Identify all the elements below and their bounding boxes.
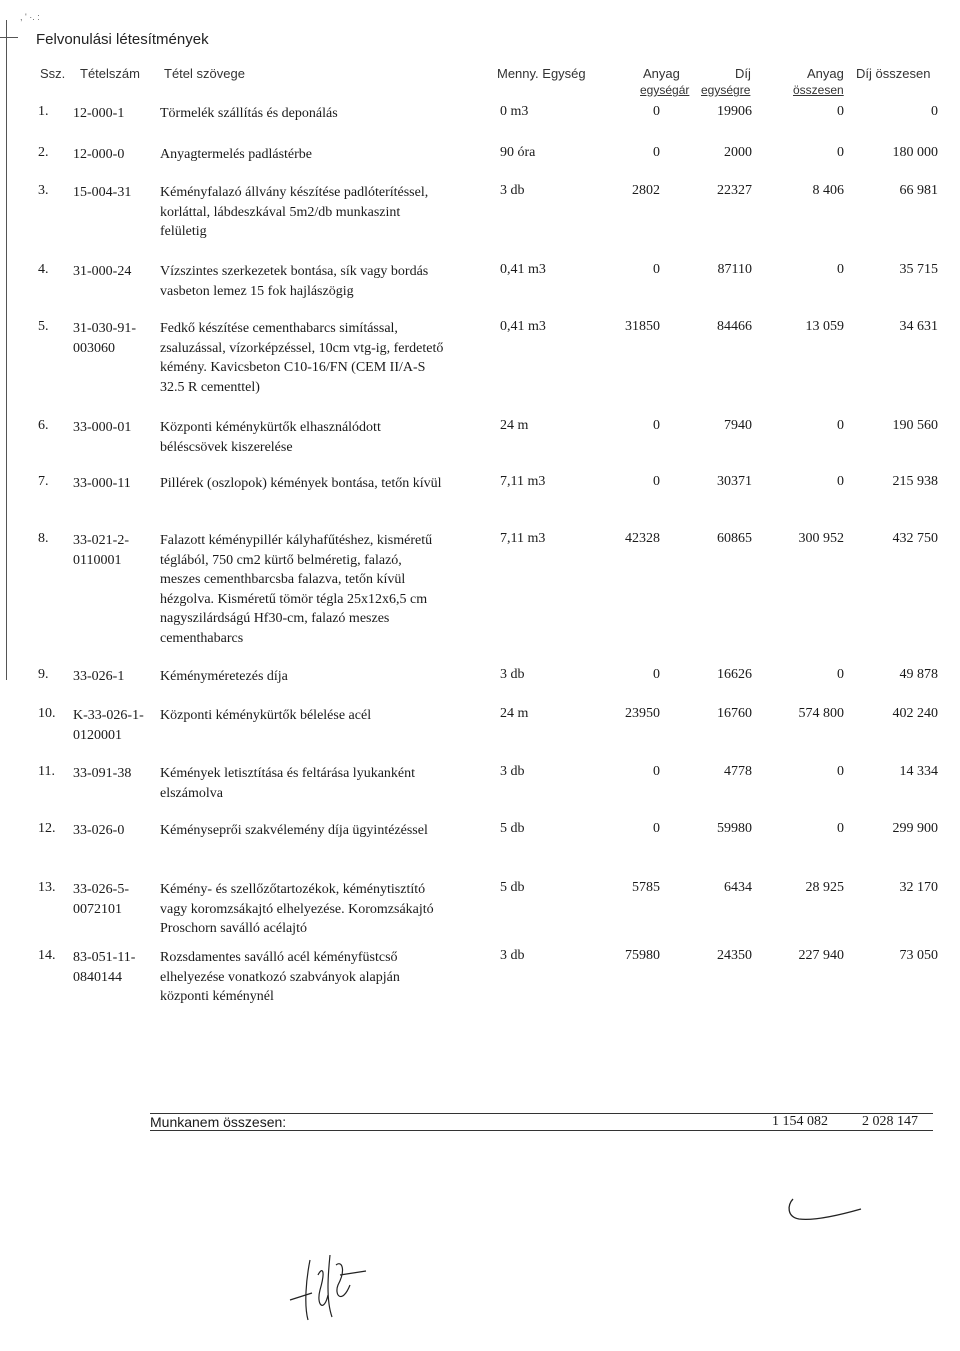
item-dij-egysegre: 87110 xyxy=(717,262,752,277)
item-quantity: 24 m xyxy=(500,706,529,721)
summary-dij-total: 2 028 147 xyxy=(862,1114,918,1129)
item-description-line: elszámolva xyxy=(160,785,223,801)
item-code-line: 33-000-11 xyxy=(73,476,131,491)
row-number: 3. xyxy=(38,183,49,198)
item-dij-egysegre: 4778 xyxy=(724,764,752,779)
item-dij-egysegre: 7940 xyxy=(724,418,752,433)
item-anyag-egysegar: 0 xyxy=(653,474,660,489)
header-tetelszam: Tételszám xyxy=(80,66,140,81)
item-anyag-osszesen: 0 xyxy=(837,262,844,277)
item-code-line: 003060 xyxy=(73,340,115,356)
item-description-line: vasbeton lemez 15 fok hajlászögig xyxy=(160,283,354,299)
item-anyag-osszesen: 0 xyxy=(837,764,844,779)
summary-anyag-total: 1 154 082 xyxy=(772,1114,828,1129)
item-dij-egysegre: 6434 xyxy=(724,880,752,895)
item-anyag-osszesen: 13 059 xyxy=(805,319,844,334)
item-dij-osszesen: 35 715 xyxy=(899,262,938,277)
item-description-line: Fedkő készítése cementhabarcs simítással, xyxy=(160,321,398,336)
item-code-line: 33-000-01 xyxy=(73,420,132,435)
item-code-line: 31-000-24 xyxy=(73,264,132,279)
row-number: 14. xyxy=(38,948,56,963)
item-anyag-egysegar: 0 xyxy=(653,418,660,433)
item-dij-egysegre: 22327 xyxy=(717,183,752,198)
item-description xyxy=(160,764,415,803)
item-description xyxy=(160,880,434,939)
item-anyag-osszesen: 0 xyxy=(837,667,844,682)
item-code xyxy=(73,531,129,570)
item-quantity: 3 db xyxy=(500,764,525,779)
item-code-line: 33-026-5- xyxy=(73,882,129,897)
item-anyag-egysegar: 31850 xyxy=(625,319,660,334)
item-anyag-egysegar: 0 xyxy=(653,104,660,119)
item-quantity: 0,41 m3 xyxy=(500,319,546,334)
item-dij-egysegre: 24350 xyxy=(717,948,752,963)
header-dij: Díj xyxy=(735,66,751,81)
item-description-line: béléscsövek kiszerelése xyxy=(160,439,293,455)
item-code xyxy=(73,948,135,987)
item-code-line: 31-030-91- xyxy=(73,321,136,336)
item-code-line: 12-000-0 xyxy=(73,147,125,162)
item-code xyxy=(73,319,136,358)
item-dij-osszesen: 299 900 xyxy=(892,821,938,836)
item-anyag-egysegar: 2802 xyxy=(632,183,660,198)
item-anyag-egysegar: 5785 xyxy=(632,880,660,895)
item-description-line: vagy koromzsákajtó elhelyezése. Koromzsákajtó xyxy=(160,901,434,917)
item-description xyxy=(160,531,432,648)
item-anyag-osszesen: 0 xyxy=(837,145,844,160)
item-anyag-egysegar: 75980 xyxy=(625,948,660,963)
item-dij-egysegre: 60865 xyxy=(717,531,752,546)
row-number: 2. xyxy=(38,145,49,160)
item-description-line: korláttal, lábdeszkával 5m2/db munkaszint xyxy=(160,204,401,220)
header-anyag2-sub: összesen xyxy=(793,83,844,97)
item-dij-osszesen: 73 050 xyxy=(899,948,938,963)
item-description-line: Anyagtermelés padlástérbe xyxy=(160,147,312,162)
row-number: 7. xyxy=(38,474,49,489)
item-description-line: felületig xyxy=(160,224,207,239)
item-dij-egysegre: 19906 xyxy=(717,104,752,119)
item-code xyxy=(73,880,129,919)
item-code xyxy=(73,667,124,687)
margin-rule xyxy=(6,20,7,680)
item-description xyxy=(160,821,428,841)
item-dij-osszesen: 49 878 xyxy=(899,667,938,682)
item-code-line: 83-051-11- xyxy=(73,950,136,965)
signature xyxy=(280,1245,370,1325)
summary-label: Munkanem összesen: xyxy=(150,1114,287,1130)
item-quantity: 3 db xyxy=(500,948,525,963)
item-anyag-osszesen: 0 xyxy=(837,104,844,119)
header-dij-osszesen: Díj összesen xyxy=(856,66,931,81)
item-code-line: 33-021-2- xyxy=(73,533,129,548)
item-code-line: 15-004-31 xyxy=(73,185,132,200)
row-number: 10. xyxy=(38,706,56,721)
item-quantity: 3 db xyxy=(500,183,525,198)
item-anyag-egysegar: 23950 xyxy=(625,706,660,721)
item-description-line: hézgolva. Kisméretű tömör tégla 25x12x6,5 cm xyxy=(160,591,428,607)
item-quantity: 5 db xyxy=(500,880,525,895)
item-dij-osszesen: 180 000 xyxy=(892,145,938,160)
margin-rule-top xyxy=(0,37,18,38)
header-dij-sub: egységre xyxy=(701,83,751,97)
signature-mark xyxy=(785,1195,865,1225)
item-description-line: meszes cementhbarcsba falazva, tetőn kívül xyxy=(160,572,406,587)
item-description xyxy=(160,319,443,397)
header-ssz: Ssz. xyxy=(40,66,66,81)
item-code-line: 0072101 xyxy=(73,901,122,917)
item-dij-egysegre: 2000 xyxy=(724,145,752,160)
item-dij-osszesen: 432 750 xyxy=(892,531,938,546)
item-description-line: Kémények letisztítása és feltárása lyukanként xyxy=(160,766,416,781)
item-code xyxy=(73,706,144,745)
item-quantity: 5 db xyxy=(500,821,525,836)
item-quantity: 3 db xyxy=(500,667,525,682)
item-anyag-egysegar: 0 xyxy=(653,667,660,682)
header-anyag-sub: egységár xyxy=(640,83,690,97)
item-description xyxy=(160,262,428,301)
item-description xyxy=(160,418,381,457)
item-anyag-egysegar: 0 xyxy=(653,821,660,836)
item-dij-osszesen: 66 981 xyxy=(899,183,938,198)
item-anyag-osszesen: 28 925 xyxy=(805,880,844,895)
item-anyag-osszesen: 0 xyxy=(837,821,844,836)
item-code-line: 0120001 xyxy=(73,727,122,743)
row-number: 9. xyxy=(38,667,49,682)
item-anyag-osszesen: 0 xyxy=(837,474,844,489)
item-description-line: nagyszilárdságú Hf30-cm, falazó meszes xyxy=(160,611,390,626)
item-anyag-osszesen: 300 952 xyxy=(798,531,844,546)
item-anyag-egysegar: 0 xyxy=(653,764,660,779)
item-dij-egysegre: 59980 xyxy=(717,821,752,836)
item-quantity: 90 óra xyxy=(500,145,536,160)
item-dij-osszesen: 32 170 xyxy=(899,880,938,895)
section-title: Felvonulási létesítmények xyxy=(36,31,209,48)
item-description xyxy=(160,706,371,726)
item-anyag-osszesen: 0 xyxy=(837,418,844,433)
item-description xyxy=(160,183,428,242)
item-dij-osszesen: 190 560 xyxy=(892,418,938,433)
header-tetel-szovege: Tétel szövege xyxy=(164,66,245,81)
item-description xyxy=(160,948,400,1007)
item-dij-osszesen: 215 938 xyxy=(892,474,938,489)
item-dij-egysegre: 30371 xyxy=(717,474,752,489)
item-description-line: Kéményseprői szakvélemény díja ügyintézéssel xyxy=(160,823,428,838)
item-quantity: 0,41 m3 xyxy=(500,262,546,277)
row-number: 8. xyxy=(38,531,49,546)
row-number: 6. xyxy=(38,418,49,433)
item-anyag-osszesen: 227 940 xyxy=(798,948,844,963)
item-description-line: Központi kéménykürtők bélelése acél xyxy=(160,708,372,723)
item-code-line: K-33-026-1- xyxy=(73,708,144,723)
item-code xyxy=(73,474,131,494)
item-dij-osszesen: 402 240 xyxy=(892,706,938,721)
item-code xyxy=(73,145,124,165)
item-dij-osszesen: 0 xyxy=(931,104,938,119)
item-anyag-egysegar: 42328 xyxy=(625,531,660,546)
item-quantity: 24 m xyxy=(500,418,529,433)
item-description-line: Központi kéménykürtők elhasználódott xyxy=(160,420,381,435)
item-dij-egysegre: 84466 xyxy=(717,319,752,334)
item-description-line: Törmelék szállítás és deponálás xyxy=(160,106,338,121)
item-description-line: Kéményfalazó állvány készítése padlóterítéssel, xyxy=(160,185,429,200)
item-quantity: 7,11 m3 xyxy=(500,531,546,546)
item-description-line: Proschorn saválló acélajtó xyxy=(160,921,307,936)
item-description-line: Kémény- és szellőzőtartozékok, kéménytisztító xyxy=(160,882,426,897)
item-code-line: 0110001 xyxy=(73,552,122,568)
item-dij-osszesen: 14 334 xyxy=(899,764,938,779)
item-anyag-egysegar: 0 xyxy=(653,262,660,277)
item-description-line: központi kéménynél xyxy=(160,989,274,1004)
item-description-line: kémény. Kavicsbeton C10-16/FN (CEM II/A-S xyxy=(160,360,426,375)
item-description-line: cementhabarcs xyxy=(160,630,244,646)
item-quantity: 0 m3 xyxy=(500,104,529,119)
item-description-line: elhelyezése vonatkozó szabványok alapján xyxy=(160,969,400,985)
item-code xyxy=(73,104,124,124)
item-code xyxy=(73,764,131,784)
item-code xyxy=(73,183,131,203)
item-description-line: téglából, 750 cm2 kürtő belméretig, falazó, xyxy=(160,552,402,568)
item-code xyxy=(73,821,124,841)
item-dij-egysegre: 16760 xyxy=(717,706,752,721)
item-code xyxy=(73,418,131,438)
scan-mark: , ' ·. : xyxy=(20,12,40,22)
item-code-line: 33-026-1 xyxy=(73,669,125,684)
item-quantity: 7,11 m3 xyxy=(500,474,546,489)
row-number: 1. xyxy=(38,104,49,119)
item-dij-egysegre: 16626 xyxy=(717,667,752,682)
item-code-line: 0840144 xyxy=(73,969,122,985)
summary-rule-bottom xyxy=(150,1130,933,1131)
item-code-line: 33-091-38 xyxy=(73,766,132,781)
row-number: 13. xyxy=(38,880,56,895)
item-description xyxy=(160,474,442,494)
item-description xyxy=(160,667,288,687)
item-description-line: Falazott kéménypillér kályhafűtéshez, kisméretű xyxy=(160,533,433,548)
item-code xyxy=(73,262,131,282)
item-description xyxy=(160,104,338,124)
item-anyag-osszesen: 574 800 xyxy=(798,706,844,721)
item-anyag-egysegar: 0 xyxy=(653,145,660,160)
item-description-line: Kéményméretezés díja xyxy=(160,669,288,684)
item-description-line: zsaluzással, vízorképzéssel, 10cm vtg-ig, ferdetető xyxy=(160,340,444,356)
row-number: 12. xyxy=(38,821,56,836)
item-anyag-osszesen: 8 406 xyxy=(812,183,844,198)
item-description-line: Vízszintes szerkezetek bontása, sík vagy bordás xyxy=(160,264,429,279)
row-number: 11. xyxy=(38,764,55,779)
item-description xyxy=(160,145,312,165)
item-dij-osszesen: 34 631 xyxy=(899,319,938,334)
item-code-line: 33-026-0 xyxy=(73,823,125,838)
header-menny-egyseg: Menny. Egység xyxy=(497,66,586,81)
header-anyag2: Anyag xyxy=(807,66,844,81)
item-description-line: 32.5 R cementtel) xyxy=(160,379,260,395)
item-description-line: Rozsdamentes saválló acél kéményfüstcső xyxy=(160,950,398,965)
item-description-line: Pillérek (oszlopok) kémények bontása, tetőn kívül xyxy=(160,476,442,491)
row-number: 5. xyxy=(38,319,49,334)
row-number: 4. xyxy=(38,262,49,277)
item-code-line: 12-000-1 xyxy=(73,106,125,121)
header-anyag: Anyag xyxy=(643,66,680,81)
